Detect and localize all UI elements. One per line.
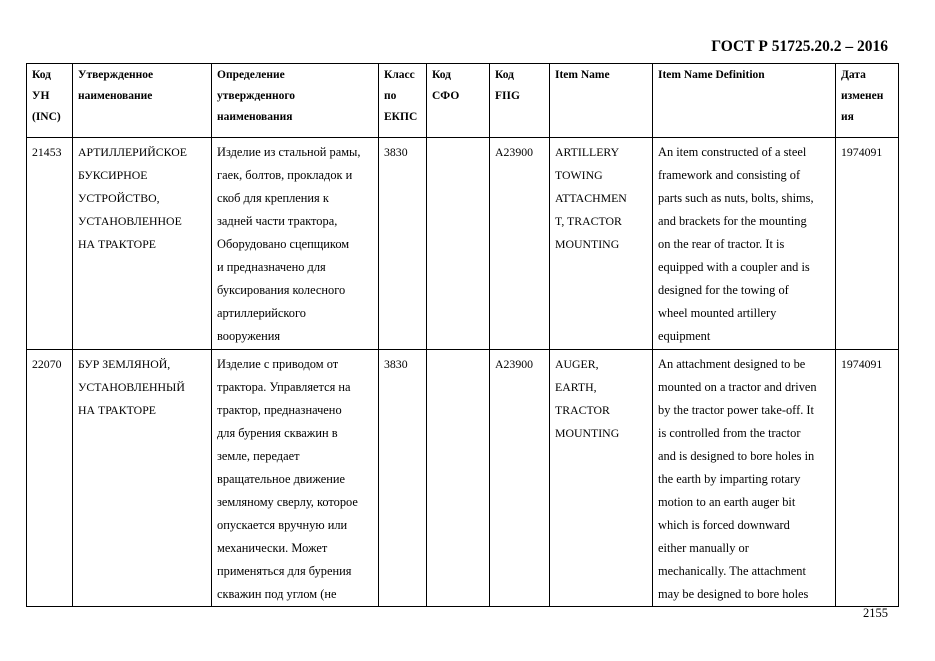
header-fiig-code: Код FIIG bbox=[490, 64, 550, 138]
table-row bbox=[27, 138, 899, 350]
cell-fiig-code: A23900 bbox=[490, 350, 550, 607]
cell-item-name-definition: An item constructed of a steel framework and consisting of parts such as nuts, bolts, shims, and brackets for the mounting on the rear of tractor. It is equipped with a coupler and is designed for the towing of wheel mounted artillery equipment bbox=[653, 138, 836, 350]
header-item-name: Item Name bbox=[550, 64, 653, 138]
cell-definition: Изделие из стальной рамы, гаек, болтов, прокладок и скоб для крепления к задней части трактора, Оборудовано сцепщиком и предназначено для буксирования колесного артиллерийского вооружения bbox=[212, 138, 379, 350]
cell-fiig-code: A23900 bbox=[490, 138, 550, 350]
cell-change-date: 1974091 bbox=[836, 138, 899, 350]
cell-item-name: ARTILLERY TOWING ATTACHMEN T, TRACTOR MOUNTING bbox=[550, 138, 653, 350]
cell-item-name: AUGER, EARTH, TRACTOR MOUNTING bbox=[550, 350, 653, 607]
cell-definition: Изделие с приводом от трактора. Управляется на трактор, предназначено для бурения скважин в земле, передает вращательное движение земляному сверлу, которое опускается вручную или механически. Может применяться для бурения скважин под углом (не bbox=[212, 350, 379, 607]
header-ekps-class: Класс по ЕКПС bbox=[379, 64, 427, 138]
header-inc: Код УН (INC) bbox=[27, 64, 73, 138]
header-definition: Определение утвержденного наименования bbox=[212, 64, 379, 138]
cell-ekps-class: 3830 bbox=[379, 350, 427, 607]
cell-inc: 21453 bbox=[27, 138, 73, 350]
cell-approved-name: БУР ЗЕМЛЯНОЙ, УСТАНОВЛЕННЫЙ НА ТРАКТОРЕ bbox=[73, 350, 212, 607]
item-names-table bbox=[26, 63, 899, 607]
cell-approved-name: АРТИЛЛЕРИЙСКОЕ БУКСИРНОЕ УСТРОЙСТВО, УСТАНОВЛЕННОЕ НА ТРАКТОРЕ bbox=[73, 138, 212, 350]
header-item-name-definition: Item Name Definition bbox=[653, 64, 836, 138]
table-row bbox=[27, 350, 899, 607]
cell-ekps-class: 3830 bbox=[379, 138, 427, 350]
cell-item-name-definition: An attachment designed to be mounted on a tractor and driven by the tractor power take-off. It is controlled from the tractor and is designed to bore holes in the earth by imparting rotary motion to an earth auger bit which is forced downward either manually or mechanically. The attachment may be designed to bore holes bbox=[653, 350, 836, 607]
header-sfo-code: Код СФО bbox=[427, 64, 490, 138]
page-number: 2155 bbox=[863, 606, 888, 620]
cell-inc: 22070 bbox=[27, 350, 73, 607]
cell-sfo-code bbox=[427, 350, 490, 607]
header-approved-name: Утвержденное наименование bbox=[73, 64, 212, 138]
header-change-date: Дата изменен ия bbox=[836, 64, 899, 138]
cell-sfo-code bbox=[427, 138, 490, 350]
standard-title: ГОСТ Р 51725.20.2 – 2016 bbox=[711, 38, 888, 55]
cell-change-date: 1974091 bbox=[836, 350, 899, 607]
header-row bbox=[27, 64, 899, 138]
